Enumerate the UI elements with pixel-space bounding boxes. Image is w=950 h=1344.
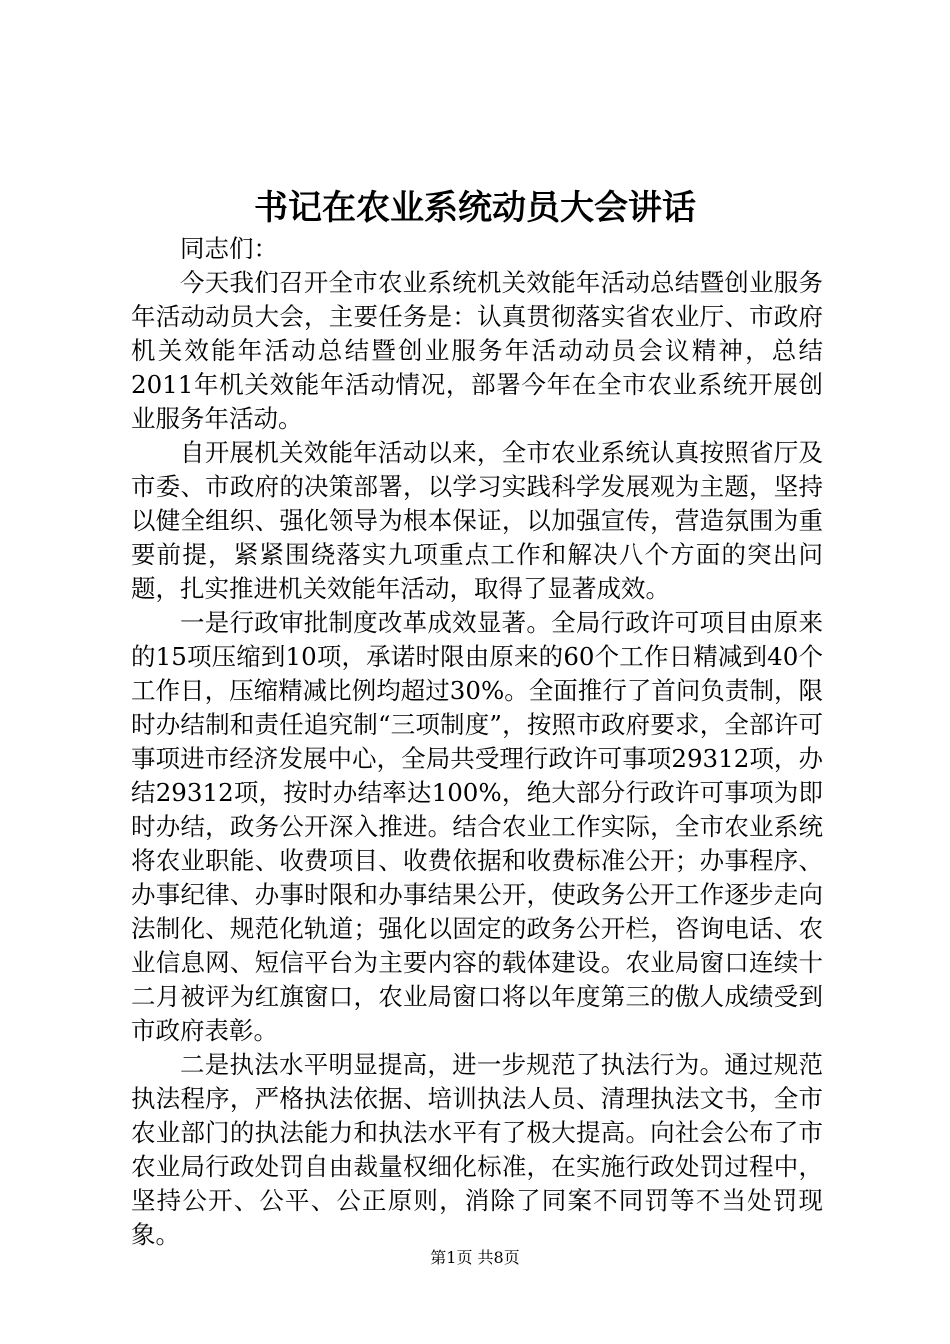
- paragraph-2: 自开展机关效能年活动以来，全市农业系统认真按照省厅及市委、市政府的决策部署，以学习实践科学发展观为主题，坚持以健全组织、强化领导为根本保证，以加强宣传，营造氛围为重要前提，紧紧围绕落实九项重点工作和解决八个方面的突出问题，扎实推进机关效能年活动，取得了显著成效。: [131, 438, 823, 603]
- document-title: 书记在农业系统动员大会讲话: [254, 188, 696, 228]
- document-body: [131, 232, 823, 1252]
- salutation: 同志们：: [180, 234, 278, 263]
- page-footer: 第1页 共8页: [430, 1248, 520, 1267]
- paragraph-4: 二是执法水平明显提高，进一步规范了执法行为。通过规范执法程序，严格执法依据、培训执法人员、清理执法文书，全市农业部门的执法能力和执法水平有了极大提高。向社会公布了市农业局行政处罚自由裁量权细化标准，在实施行政处罚过程中，坚持公开、公平、公正原则，消除了同案不同罚等不当处罚现象。: [131, 1050, 823, 1249]
- paragraph-3: 一是行政审批制度改革成效显著。全局行政许可项目由原来的15项压缩到10项，承诺时限由原来的60个工作日精减到40个工作日，压缩精减比例均超过30%。全面推行了首问负责制，限时办结制和责任追究制“三项制度”，按照市政府要求，全部许可事项进市经济发展中心，全局共受理行政许可事项29312项，办结29312项，按时办结率达100%，绝大部分行政许可事项为即时办结，政务公开深入推进。结合农业工作实际，全市农业系统将农业职能、收费项目、收费依据和收费标准公开；办事程序、办事纪律、办事时限和办事结果公开，使政务公开工作逐步走向法制化、规范化轨道；强化以固定的政务公开栏，咨询电话、农业信息网、短信平台为主要内容的载体建设。农业局窗口连续十二月被评为红旗窗口，农业局窗口将以年度第三的傲人成绩受到市政府表彰。: [131, 608, 823, 1045]
- paragraph-1: 今天我们召开全市农业系统机关效能年活动总结暨创业服务年活动动员大会，主要任务是：认真贯彻落实省农业厅、市政府机关效能年活动总结暨创业服务年活动动员会议精神，总结2011年机关效能年活动情况，部署今年在全市农业系统开展创业服务年活动。: [131, 268, 823, 433]
